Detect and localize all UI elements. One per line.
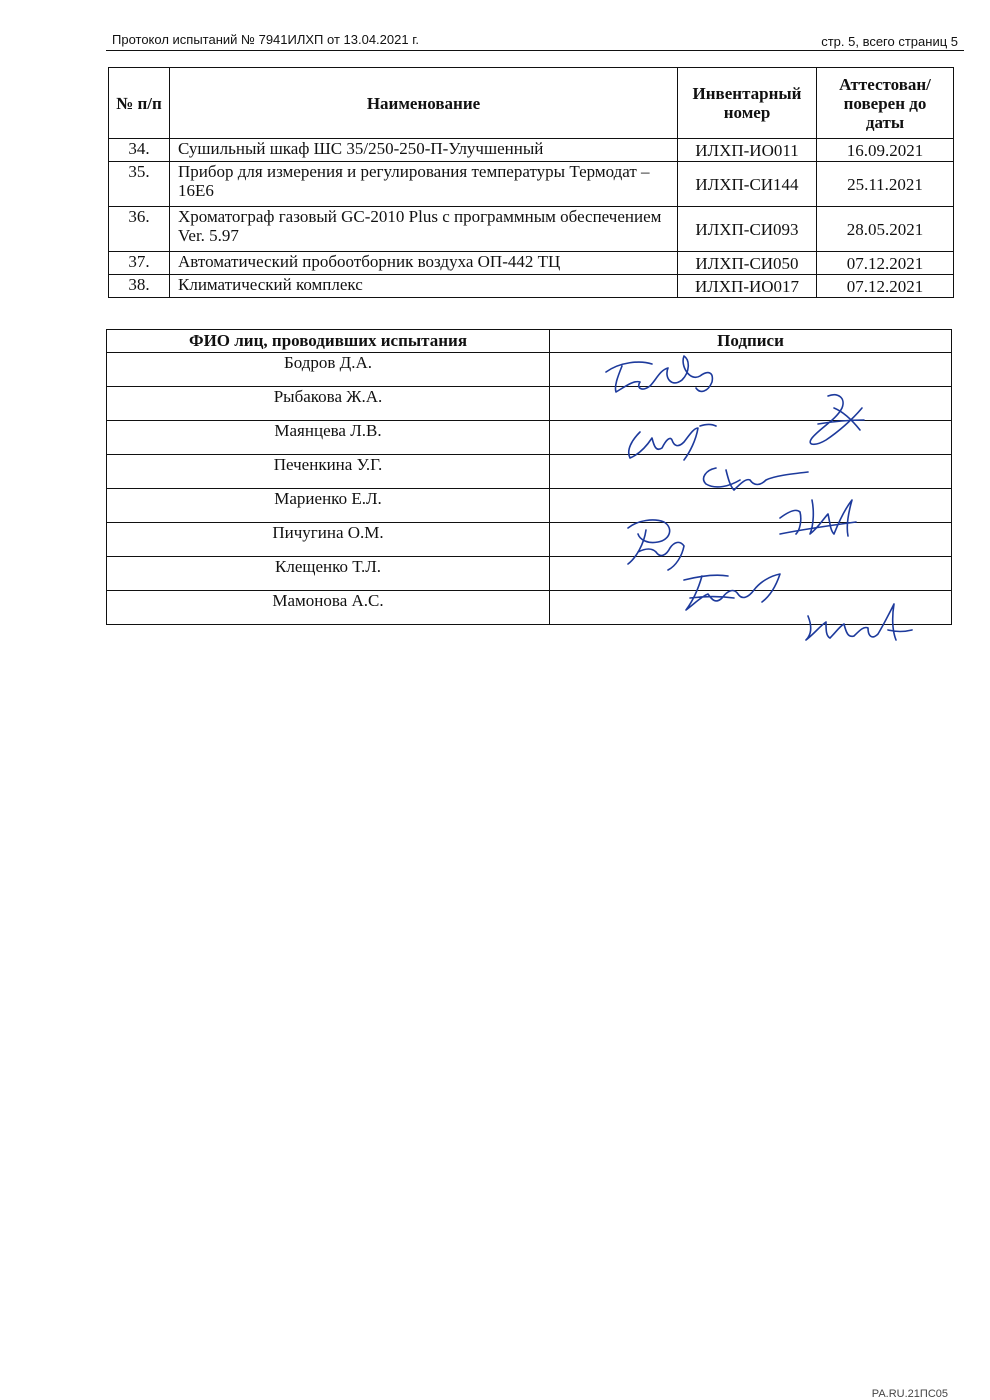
signatures-table-header xyxy=(107,330,952,353)
signature-row xyxy=(107,591,952,625)
person-name: Мариенко Е.Л. xyxy=(107,489,550,523)
equipment-table xyxy=(108,67,954,298)
row-name: Хроматограф газовый GC-2010 Plus с программным обеспечением Ver. 5.97 xyxy=(170,207,678,252)
signature-cell xyxy=(550,387,952,421)
table-row xyxy=(109,275,954,298)
row-name: Сушильный шкаф ШС 35/250-250-П-Улучшенный xyxy=(170,139,678,162)
row-inventory: ИЛХП-ИО017 xyxy=(678,275,817,298)
table-row xyxy=(109,252,954,275)
person-name: Печенкина У.Г. xyxy=(107,455,550,489)
col-header-name: Наименование xyxy=(170,68,678,139)
signature-row xyxy=(107,489,952,523)
col-header-num: № п/п xyxy=(109,68,170,139)
equipment-table-header xyxy=(109,68,954,139)
person-name: Маянцева Л.В. xyxy=(107,421,550,455)
signature-cell xyxy=(550,591,952,625)
row-num: 35. xyxy=(109,162,170,207)
row-date: 28.05.2021 xyxy=(817,207,954,252)
col-header-date: Аттестован/ поверен до даты xyxy=(817,68,954,139)
page-header xyxy=(106,30,964,51)
col-header-person: ФИО лиц, проводивших испытания xyxy=(107,330,550,353)
signature-cell xyxy=(550,421,952,455)
signature-cell xyxy=(550,489,952,523)
signature-cell xyxy=(550,353,952,387)
row-inventory: ИЛХП-СИ093 xyxy=(678,207,817,252)
page-counter: стр. 5, всего страниц 5 xyxy=(821,34,958,49)
person-name: Клещенко Т.Л. xyxy=(107,557,550,591)
row-date: 07.12.2021 xyxy=(817,275,954,298)
person-name: Бодров Д.А. xyxy=(107,353,550,387)
signature-row xyxy=(107,387,952,421)
signature-cell xyxy=(550,523,952,557)
row-num: 36. xyxy=(109,207,170,252)
row-inventory: ИЛХП-ИО011 xyxy=(678,139,817,162)
row-date: 25.11.2021 xyxy=(817,162,954,207)
table-row xyxy=(109,139,954,162)
person-name: Мамонова А.С. xyxy=(107,591,550,625)
row-inventory: ИЛХП-СИ050 xyxy=(678,252,817,275)
row-date: 07.12.2021 xyxy=(817,252,954,275)
row-num: 38. xyxy=(109,275,170,298)
row-name: Климатический комплекс xyxy=(170,275,678,298)
table-row xyxy=(109,207,954,252)
row-date: 16.09.2021 xyxy=(817,139,954,162)
signature-row xyxy=(107,557,952,591)
row-name: Автоматический пробоотборник воздуха ОП-442 ТЦ xyxy=(170,252,678,275)
protocol-title: Протокол испытаний № 7941ИЛХП от 13.04.2021 г. xyxy=(112,32,419,47)
signature-cell xyxy=(550,455,952,489)
row-inventory: ИЛХП-СИ144 xyxy=(678,162,817,207)
signature-row xyxy=(107,523,952,557)
signature-row xyxy=(107,421,952,455)
signature-row xyxy=(107,353,952,387)
footer-code: РА.RU.21ПС05 xyxy=(871,1388,948,1400)
person-name: Рыбакова Ж.А. xyxy=(107,387,550,421)
row-num: 37. xyxy=(109,252,170,275)
signatures-table xyxy=(106,329,952,625)
table-row xyxy=(109,162,954,207)
signature-row xyxy=(107,455,952,489)
signature-cell xyxy=(550,557,952,591)
col-header-inv: Инвентарный номер xyxy=(678,68,817,139)
person-name: Пичугина О.М. xyxy=(107,523,550,557)
col-header-signature: Подписи xyxy=(550,330,952,353)
row-name: Прибор для измерения и регулирования температуры Термодат – 16Е6 xyxy=(170,162,678,207)
row-num: 34. xyxy=(109,139,170,162)
